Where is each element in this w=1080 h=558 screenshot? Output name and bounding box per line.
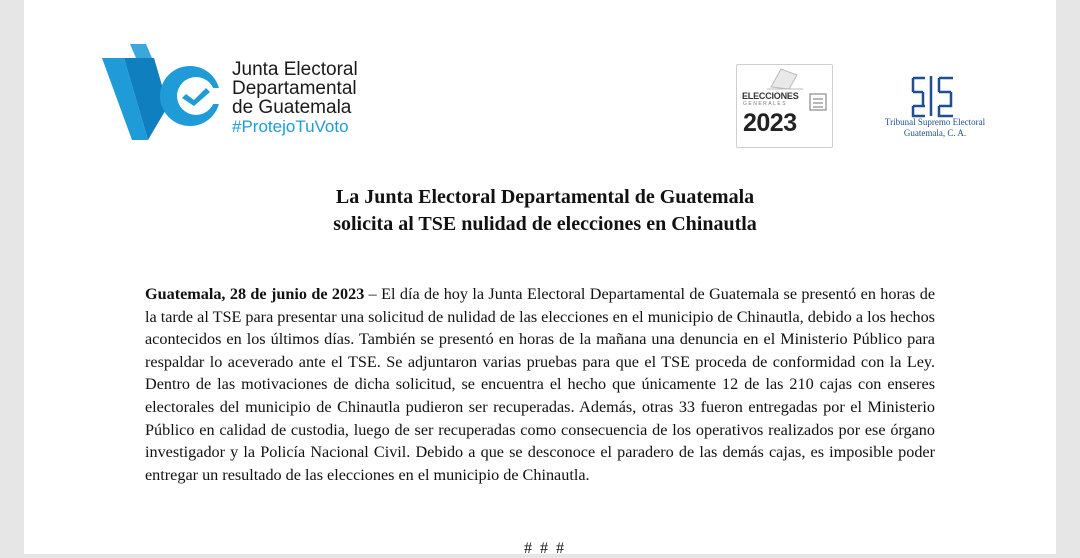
tse-line2: Guatemala, C. A. [903,128,967,138]
press-release-title [24,184,1066,238]
elections-label: ELECCIONES [742,91,799,101]
jed-hashtag: #ProtejoTuVoto [232,117,349,136]
tse-emblem-icon [909,72,957,120]
jed-logo-text [232,60,358,136]
tse-name [862,117,1008,139]
jed-logo-icon [102,44,222,144]
jed-line3: de Guatemala [232,97,352,118]
jed-line1: Junta Electoral [232,59,358,80]
ballot-box-icon [763,67,807,91]
jed-line2: Departamental [232,78,357,99]
title-line1: La Junta Electoral Departamental de Guatemala [335,186,755,208]
elections-sub: GENERALES [743,101,788,107]
tse-line1: Tribunal Supremo Electoral [884,117,986,127]
body-paragraph: – El día de hoy la Junta Electoral Departamental de Guatemala se presentó en horas de la tarde al TSE para presentar una solicitud de nulidad de las elecciones en el municipio de Chinautla, debido a los hechos acontecidos en los últimos días. También se presentó en horas de la mañana una denuncia en el Ministerio Público para respaldar lo aceverado ante el TSE. Se adjuntaron varias pruebas para que el TSE proceda de conformidad con la Ley. Dentro de las motivaciones de dicha solicitud, se encuentra el hecho que únicamente 12 de las 210 cajas con enseres electorales del municipio de Chinautla pudieron ser recuperadas. Además, otras 33 fueron entregadas por el Ministerio Público en calidad de custodia, luego de ser recuperadas como consecuencia de los operativos realizados por ese órgano investigador y la Policía Nacional Civil. Debido a que se desconoce el paradero de las demás cajas, es imposible poder entregar un resultado de las elecciones en el municipio de Chinautla. [145,285,935,484]
elections-year: 2023 [743,109,797,137]
dateline: Guatemala, 28 de junio de 2023 [145,285,365,303]
press-release-body [145,283,935,486]
elections-2023-logo [736,64,833,148]
end-mark: # # # [524,540,566,557]
title-line2: solicita al TSE nulidad de elecciones en Chinautla [333,213,757,235]
tse-mini-icon [809,93,827,111]
document-page [24,0,1056,557]
